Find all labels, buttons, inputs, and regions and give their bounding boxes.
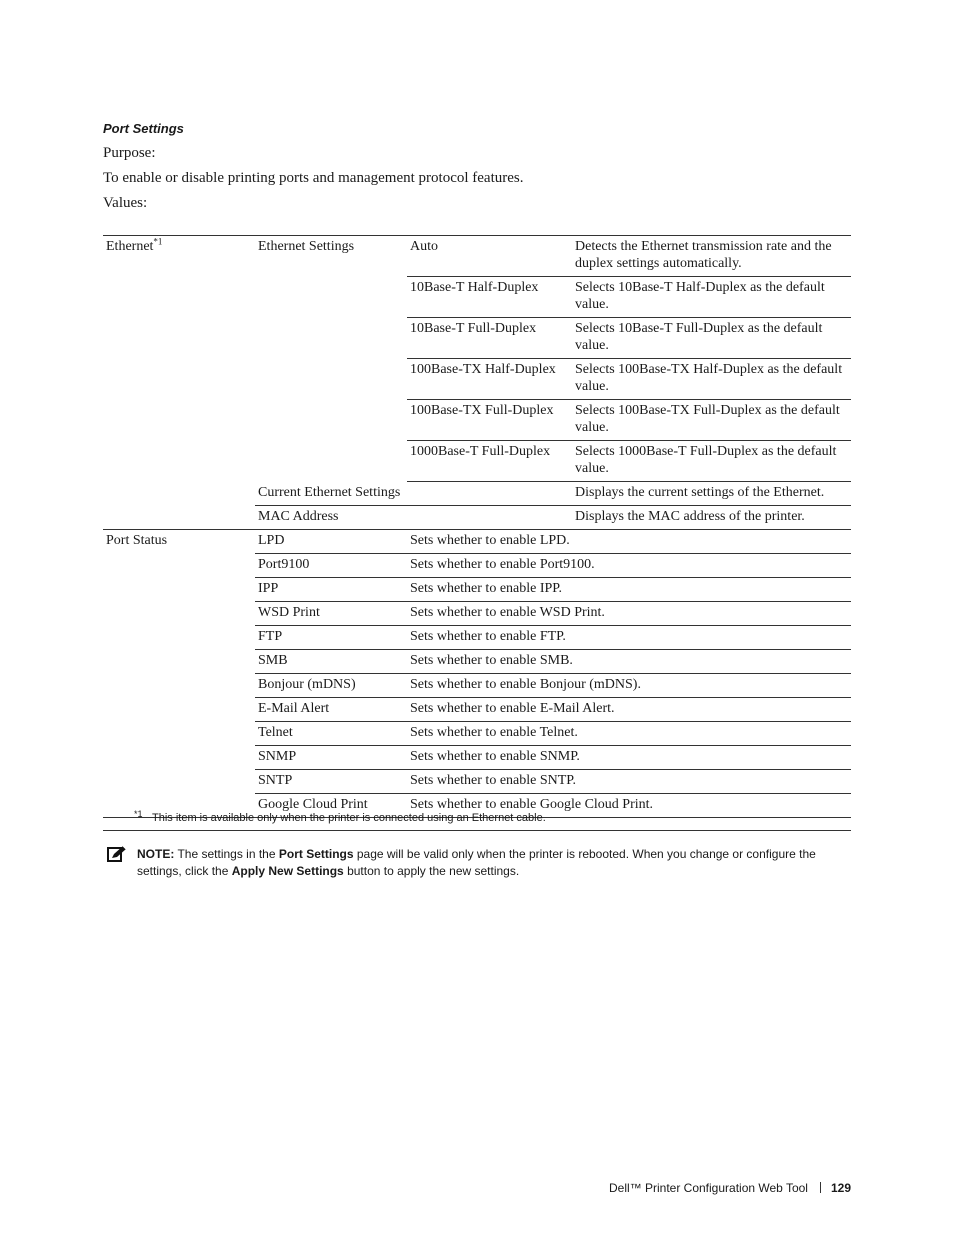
option-name: 1000Base-T Full-Duplex xyxy=(407,441,572,482)
mac-address-label: MAC Address xyxy=(258,509,339,524)
port-name: SNMP xyxy=(255,746,407,770)
port-desc: Sets whether to enable Port9100. xyxy=(407,554,851,578)
option-name: 10Base-T Full-Duplex xyxy=(407,318,572,359)
port-settings-ref: Port Settings xyxy=(278,847,354,861)
port-name: SNTP xyxy=(255,770,407,794)
port-desc: Sets whether to enable E-Mail Alert. xyxy=(407,698,851,722)
ethernet-settings-label: Ethernet Settings xyxy=(255,236,407,482)
note-text xyxy=(137,846,851,880)
pencil-note-icon xyxy=(107,845,127,863)
apply-new-settings-ref: Apply New Settings xyxy=(231,864,344,878)
port-desc: Sets whether to enable SMB. xyxy=(407,650,851,674)
port-desc: Sets whether to enable LPD. xyxy=(407,530,851,554)
purpose-label: Purpose: xyxy=(103,145,156,161)
port-name: IPP xyxy=(255,578,407,602)
port-name: FTP xyxy=(255,626,407,650)
port-name: Telnet xyxy=(255,722,407,746)
option-name: 10Base-T Half-Duplex xyxy=(407,277,572,318)
option-desc: Selects 1000Base-T Full-Duplex as the default value. xyxy=(572,441,851,482)
option-desc: Selects 10Base-T Half-Duplex as the default value. xyxy=(572,277,851,318)
table-row xyxy=(103,236,851,277)
footer-title: Dell™ Printer Configuration Web Tool xyxy=(608,1181,808,1195)
current-ethernet-settings-desc: Displays the current settings of the Ethernet. xyxy=(572,482,851,506)
port-name: E-Mail Alert xyxy=(255,698,407,722)
ethernet-label-cell xyxy=(103,236,255,530)
port-desc: Sets whether to enable Google Cloud Print. xyxy=(407,794,851,818)
port-name: LPD xyxy=(255,530,407,554)
page-footer xyxy=(609,1181,851,1195)
ethernet-label: Ethernet xyxy=(106,239,154,254)
table-footnote xyxy=(103,806,851,831)
option-desc: Detects the Ethernet transmission rate and the duplex settings automatically. xyxy=(572,236,851,277)
note-text-part: page will be valid only when the printer is rebooted. When you change or configure the settings, click the xyxy=(137,847,816,878)
port-desc: Sets whether to enable Telnet. xyxy=(407,722,851,746)
port-status-label: Port Status xyxy=(103,530,255,818)
values-table xyxy=(103,235,851,818)
mac-address-desc: Displays the MAC address of the printer. xyxy=(575,509,805,524)
port-desc: Sets whether to enable Bonjour (mDNS). xyxy=(407,674,851,698)
footer-divider xyxy=(820,1182,821,1193)
port-desc: Sets whether to enable IPP. xyxy=(407,578,851,602)
port-desc: Sets whether to enable WSD Print. xyxy=(407,602,851,626)
footnote-text: This item is available only when the printer is connected using an Ethernet cable. xyxy=(152,812,546,824)
footnote-mark: *1 xyxy=(134,809,143,819)
port-name: SMB xyxy=(255,650,407,674)
port-desc: Sets whether to enable FTP. xyxy=(407,626,851,650)
purpose-text: To enable or disable printing ports and management protocol features. xyxy=(103,170,524,186)
current-ethernet-settings-label: Current Ethernet Settings xyxy=(255,482,572,506)
page-number: 129 xyxy=(830,1181,851,1195)
section-heading: Port Settings xyxy=(103,121,184,136)
note-text-part: The settings in the xyxy=(174,847,279,861)
port-desc: Sets whether to enable SNTP. xyxy=(407,770,851,794)
port-name: WSD Print xyxy=(255,602,407,626)
option-name: 100Base-TX Full-Duplex xyxy=(407,400,572,441)
values-label: Values: xyxy=(103,195,148,211)
option-name: Auto xyxy=(407,236,572,277)
option-desc: Selects 100Base-TX Half-Duplex as the default value. xyxy=(572,359,851,400)
port-name: Port9100 xyxy=(255,554,407,578)
note-text-part: button to apply the new settings. xyxy=(343,864,520,878)
note-label: NOTE: xyxy=(137,847,175,861)
ethernet-footnote-mark: *1 xyxy=(153,236,163,247)
option-name: 100Base-TX Half-Duplex xyxy=(407,359,572,400)
port-name: Bonjour (mDNS) xyxy=(255,674,407,698)
option-desc: Selects 100Base-TX Full-Duplex as the default value. xyxy=(572,400,851,441)
table-row xyxy=(103,530,851,554)
port-desc: Sets whether to enable SNMP. xyxy=(407,746,851,770)
option-desc: Selects 10Base-T Full-Duplex as the default value. xyxy=(572,318,851,359)
port-name: Google Cloud Print xyxy=(255,794,407,818)
